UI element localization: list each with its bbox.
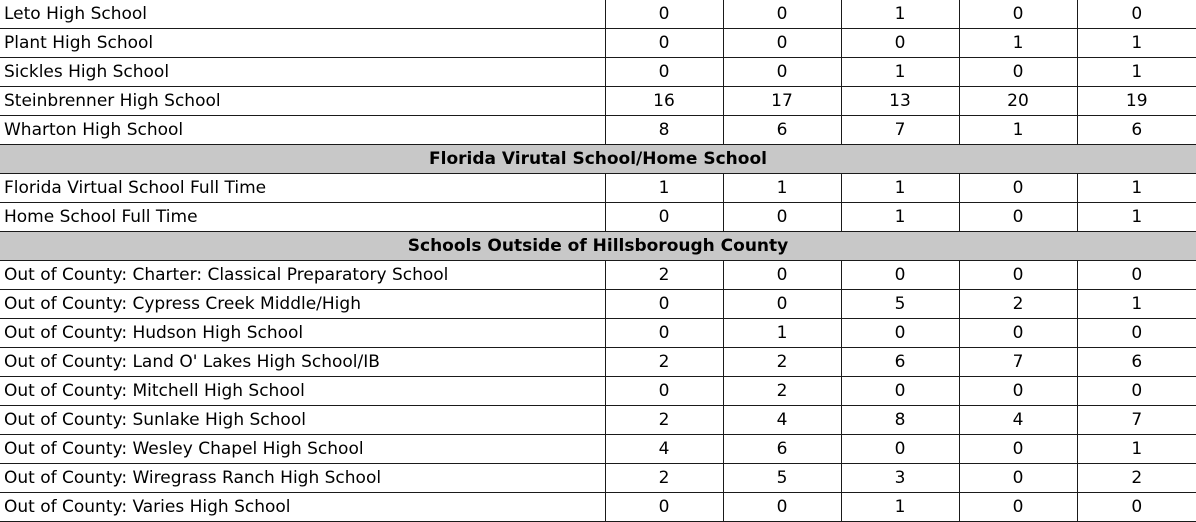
value-cell[interactable]: 1: [841, 203, 959, 232]
value-cell[interactable]: 1: [605, 174, 723, 203]
value-cell[interactable]: 1: [841, 174, 959, 203]
table-row: [0, 493, 1196, 522]
value-cell[interactable]: 0: [723, 290, 841, 319]
value-cell[interactable]: 0: [959, 174, 1077, 203]
table-row: [0, 406, 1196, 435]
value-cell[interactable]: 6: [723, 116, 841, 145]
value-cell[interactable]: 1: [1077, 290, 1196, 319]
value-cell[interactable]: 1: [1077, 435, 1196, 464]
table-row: [0, 377, 1196, 406]
value-cell[interactable]: 5: [723, 464, 841, 493]
school-name-cell[interactable]: Out of County: Wiregrass Ranch High School: [0, 464, 605, 493]
value-cell[interactable]: 6: [1077, 116, 1196, 145]
value-cell[interactable]: 0: [605, 493, 723, 522]
value-cell[interactable]: 7: [841, 116, 959, 145]
value-cell[interactable]: 3: [841, 464, 959, 493]
value-cell[interactable]: 0: [605, 290, 723, 319]
value-cell[interactable]: 2: [605, 464, 723, 493]
school-name-cell[interactable]: Out of County: Mitchell High School: [0, 377, 605, 406]
table-row: [0, 348, 1196, 377]
value-cell[interactable]: 1: [841, 0, 959, 29]
value-cell[interactable]: 13: [841, 87, 959, 116]
table-row: [0, 435, 1196, 464]
value-cell[interactable]: 6: [1077, 348, 1196, 377]
value-cell[interactable]: 0: [841, 261, 959, 290]
value-cell[interactable]: 2: [723, 348, 841, 377]
school-name-cell[interactable]: Wharton High School: [0, 116, 605, 145]
table-row: [0, 464, 1196, 493]
value-cell[interactable]: 6: [841, 348, 959, 377]
value-cell[interactable]: 0: [723, 203, 841, 232]
value-cell[interactable]: 0: [1077, 261, 1196, 290]
value-cell[interactable]: 0: [723, 29, 841, 58]
table-row: [0, 29, 1196, 58]
value-cell[interactable]: 0: [723, 261, 841, 290]
value-cell[interactable]: 4: [723, 406, 841, 435]
school-name-cell[interactable]: Sickles High School: [0, 58, 605, 87]
value-cell[interactable]: 17: [723, 87, 841, 116]
value-cell[interactable]: 1: [841, 58, 959, 87]
value-cell[interactable]: 0: [959, 261, 1077, 290]
value-cell[interactable]: 1: [1077, 29, 1196, 58]
value-cell[interactable]: 0: [841, 377, 959, 406]
school-name-cell[interactable]: Home School Full Time: [0, 203, 605, 232]
value-cell[interactable]: 0: [605, 58, 723, 87]
value-cell[interactable]: 6: [723, 435, 841, 464]
value-cell[interactable]: 1: [959, 116, 1077, 145]
school-name-cell[interactable]: Steinbrenner High School: [0, 87, 605, 116]
value-cell[interactable]: 1: [723, 174, 841, 203]
value-cell[interactable]: 0: [605, 203, 723, 232]
value-cell[interactable]: 5: [841, 290, 959, 319]
value-cell[interactable]: 0: [1077, 493, 1196, 522]
value-cell[interactable]: 1: [959, 29, 1077, 58]
value-cell[interactable]: 0: [841, 29, 959, 58]
school-name-cell[interactable]: Out of County: Wesley Chapel High School: [0, 435, 605, 464]
value-cell[interactable]: 1: [1077, 174, 1196, 203]
school-name-cell[interactable]: Leto High School: [0, 0, 605, 29]
value-cell[interactable]: 1: [1077, 203, 1196, 232]
table-row: [0, 261, 1196, 290]
value-cell[interactable]: 0: [959, 464, 1077, 493]
school-name-cell[interactable]: Out of County: Sunlake High School: [0, 406, 605, 435]
school-name-cell[interactable]: Out of County: Charter: Classical Preparatory School: [0, 261, 605, 290]
value-cell[interactable]: 19: [1077, 87, 1196, 116]
value-cell[interactable]: 0: [605, 0, 723, 29]
value-cell[interactable]: 0: [959, 319, 1077, 348]
school-name-cell[interactable]: Plant High School: [0, 29, 605, 58]
value-cell[interactable]: 20: [959, 87, 1077, 116]
table-row: [0, 0, 1196, 29]
value-cell[interactable]: 1: [841, 493, 959, 522]
table-row: [0, 58, 1196, 87]
value-cell[interactable]: 0: [959, 58, 1077, 87]
school-name-cell[interactable]: Out of County: Varies High School: [0, 493, 605, 522]
table-row: [0, 203, 1196, 232]
school-name-cell[interactable]: Out of County: Cypress Creek Middle/High: [0, 290, 605, 319]
value-cell[interactable]: 2: [605, 406, 723, 435]
value-cell[interactable]: 0: [723, 0, 841, 29]
value-cell[interactable]: 0: [605, 29, 723, 58]
value-cell[interactable]: 0: [959, 203, 1077, 232]
value-cell[interactable]: 8: [605, 116, 723, 145]
value-cell[interactable]: 4: [605, 435, 723, 464]
value-cell[interactable]: 2: [959, 290, 1077, 319]
value-cell[interactable]: 0: [841, 319, 959, 348]
section-header-label[interactable]: Florida Virutal School/Home School: [0, 145, 1196, 174]
value-cell[interactable]: 0: [723, 58, 841, 87]
value-cell[interactable]: 2: [605, 348, 723, 377]
table-row: [0, 174, 1196, 203]
value-cell[interactable]: 0: [959, 493, 1077, 522]
table-row: [0, 290, 1196, 319]
value-cell[interactable]: 0: [1077, 0, 1196, 29]
value-cell[interactable]: 7: [1077, 406, 1196, 435]
value-cell[interactable]: 0: [959, 435, 1077, 464]
value-cell[interactable]: 0: [959, 377, 1077, 406]
school-name-cell[interactable]: Florida Virtual School Full Time: [0, 174, 605, 203]
section-header-label[interactable]: Schools Outside of Hillsborough County: [0, 232, 1196, 261]
value-cell[interactable]: 0: [841, 435, 959, 464]
value-cell[interactable]: 2: [1077, 464, 1196, 493]
value-cell[interactable]: 0: [959, 0, 1077, 29]
value-cell[interactable]: 2: [723, 377, 841, 406]
value-cell[interactable]: 2: [605, 261, 723, 290]
value-cell[interactable]: 7: [959, 348, 1077, 377]
value-cell[interactable]: 16: [605, 87, 723, 116]
value-cell[interactable]: 1: [723, 319, 841, 348]
value-cell[interactable]: 0: [1077, 319, 1196, 348]
value-cell[interactable]: 1: [1077, 58, 1196, 87]
section-header-row: [0, 232, 1196, 261]
table-row: [0, 319, 1196, 348]
table-row: [0, 116, 1196, 145]
value-cell[interactable]: 0: [1077, 377, 1196, 406]
value-cell[interactable]: 0: [605, 319, 723, 348]
section-header-row: [0, 145, 1196, 174]
value-cell[interactable]: 8: [841, 406, 959, 435]
value-cell[interactable]: 0: [723, 493, 841, 522]
value-cell[interactable]: 4: [959, 406, 1077, 435]
value-cell[interactable]: 0: [605, 377, 723, 406]
table-row: [0, 87, 1196, 116]
school-name-cell[interactable]: Out of County: Land O' Lakes High School/IB: [0, 348, 605, 377]
school-name-cell[interactable]: Out of County: Hudson High School: [0, 319, 605, 348]
